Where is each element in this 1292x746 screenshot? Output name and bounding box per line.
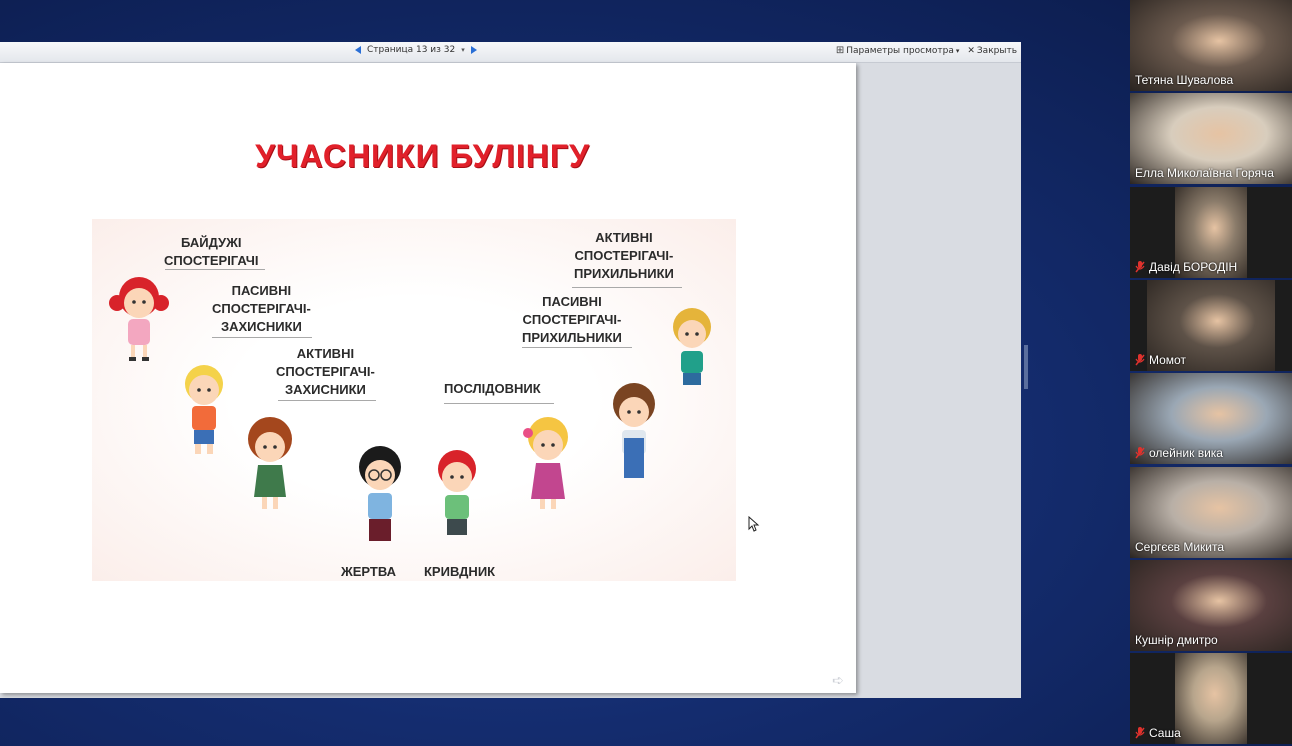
label-follower: ПОСЛІДОВНИК: [444, 381, 541, 396]
view-params-button[interactable]: [836, 45, 959, 56]
participant-name-tag: [1135, 540, 1224, 554]
participant-name-tag: [1135, 633, 1218, 647]
presentation-viewer: [0, 42, 1021, 698]
chevron-down-icon[interactable]: ▾: [461, 46, 465, 54]
participant-tile[interactable]: [1130, 187, 1292, 278]
kid-girl-brown-hair: [248, 417, 292, 509]
chevron-down-icon: ▾: [955, 46, 960, 55]
participant-name-tag: [1135, 726, 1181, 740]
connector-line: [572, 287, 682, 288]
close-label: Закрыть: [976, 45, 1017, 56]
participant-name: олейник вика: [1149, 446, 1223, 461]
connector-line: [444, 403, 554, 404]
participant-video: [1175, 653, 1247, 744]
label-passive-supporters: ПАСИВНІ СПОСТЕРІГАЧІ- ПРИХИЛЬНИКИ: [522, 294, 622, 345]
kid-bully: [438, 450, 476, 535]
kid-boy-blond: [185, 365, 223, 454]
slide[interactable]: [0, 63, 856, 693]
view-settings-icon: ⊞: [835, 45, 845, 56]
next-page-icon[interactable]: [471, 46, 477, 54]
participant-tile[interactable]: [1130, 93, 1292, 184]
label-active-supporters: АКТИВНІ СПОСТЕРІГАЧІ- ПРИХИЛЬНИКИ: [574, 230, 674, 281]
label-bully: КРИВДНИК: [424, 564, 496, 579]
pager: [355, 45, 477, 55]
viewer-toolbar: [0, 42, 1021, 63]
participant-name-tag: [1135, 73, 1233, 87]
participant-name: Елла Миколаївна Горяча: [1135, 166, 1274, 181]
mic-muted-icon: [1135, 354, 1145, 366]
participant-tile[interactable]: [1130, 373, 1292, 464]
slide-next-arrow-icon[interactable]: ➪: [832, 673, 844, 689]
kid-boy-jumping: [673, 308, 711, 385]
participant-name: Саша: [1149, 726, 1181, 741]
kid-follower: [523, 417, 568, 509]
participant-name-tag: [1135, 260, 1237, 274]
close-icon: ✕: [967, 45, 975, 56]
kid-victim: [359, 446, 401, 541]
kid-girl-red-hair: [109, 277, 169, 361]
participant-tile[interactable]: [1130, 467, 1292, 558]
participant-name: Кушнір дмитро: [1135, 632, 1218, 647]
participant-name: Тетяна Шувалова: [1135, 73, 1234, 87]
participant-tile[interactable]: [1130, 0, 1292, 91]
bullying-participants-illustration: [92, 219, 736, 581]
slide-title: УЧАСНИКИ БУЛІНГУ: [255, 138, 590, 174]
label-victim: ЖЕРТВА: [341, 564, 396, 579]
page-indicator[interactable]: Страница 13 из 32: [367, 45, 456, 55]
panel-resize-handle[interactable]: [1024, 345, 1028, 389]
label-indifferent: БАЙДУЖІ СПОСТЕРІГАЧІ: [164, 235, 259, 268]
label-passive-defenders: ПАСИВНІ СПОСТЕРІГАЧІ- ЗАХИСНИКИ: [212, 283, 311, 334]
mic-muted-icon: [1135, 447, 1145, 459]
kid-boy-overalls: [613, 383, 655, 478]
slide-area: [0, 63, 1021, 698]
participant-name-tag: [1135, 446, 1223, 460]
participant-tile[interactable]: [1130, 653, 1292, 744]
mouse-cursor-icon: [748, 516, 760, 532]
participant-name-tag: [1135, 353, 1186, 367]
participant-name: Сергєєв Микита: [1135, 539, 1225, 554]
connector-line: [522, 347, 632, 348]
participants-panel: [1130, 0, 1292, 746]
connector-line: [212, 337, 312, 338]
mic-muted-icon: [1135, 727, 1145, 739]
participant-name: Момот: [1149, 352, 1186, 367]
participant-name-tag: [1135, 166, 1274, 180]
prev-page-icon[interactable]: [355, 46, 361, 54]
view-params-label: Параметры просмотра: [846, 45, 954, 56]
participant-tile[interactable]: [1130, 280, 1292, 371]
close-button[interactable]: [967, 46, 1017, 56]
connector-line: [278, 400, 376, 401]
label-active-defenders: АКТИВНІ СПОСТЕРІГАЧІ- ЗАХИСНИКИ: [276, 346, 375, 397]
participant-name: Давід БОРОДІН: [1149, 259, 1238, 274]
mic-muted-icon: [1135, 261, 1145, 273]
participant-tile[interactable]: [1130, 560, 1292, 651]
